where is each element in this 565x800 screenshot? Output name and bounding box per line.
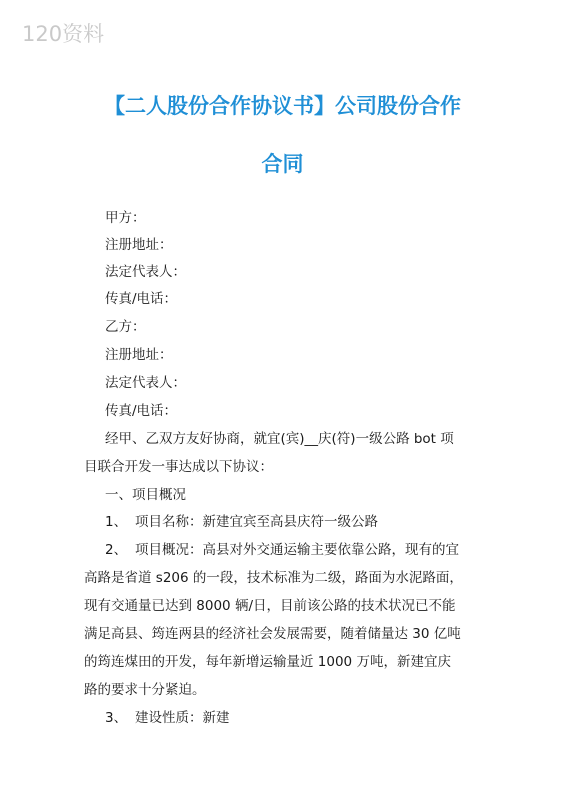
party-b-fax-phone-label: 传真/电话： — [105, 403, 178, 419]
overview-line: 现有交通量已达到 8000 辆/日，目前该公路的技术状况已不能 — [84, 598, 456, 614]
party-a-address-label: 注册地址： — [105, 237, 173, 253]
list-item-text: 项目名称：新建宜宾至高县庆符一级公路 — [135, 514, 378, 530]
list-item-text: 项目概况：高县对外交通运输主要依靠公路，现有的宜 — [135, 542, 459, 558]
list-item-project-name — [105, 513, 378, 531]
list-item-number: 2、 — [105, 542, 128, 558]
list-item-number: 3、 — [105, 710, 128, 726]
list-item-text: 建设性质：新建 — [135, 710, 230, 726]
overview-line: 高路是省道 s206 的一段，技术标准为二级，路面为水泥路面， — [84, 570, 463, 586]
list-item-project-overview — [105, 541, 459, 559]
overview-line: 满足高县、筠连两县的经济社会发展需要，随着储量达 30 亿吨 — [84, 626, 461, 642]
overview-line: 的筠连煤田的开发，每年新增运输量近 1000 万吨，新建宜庆 — [84, 654, 451, 670]
intro-paragraph-line2: 目联合开发一事达成以下协议： — [84, 459, 273, 475]
party-b-representative-label: 法定代表人： — [105, 375, 186, 391]
party-a-fax-phone-label: 传真/电话： — [105, 291, 178, 307]
party-b-address-label: 注册地址： — [105, 347, 173, 363]
overview-line: 路的要求十分紧迫。 — [84, 682, 206, 698]
document-title-line1: 【二人股份合作协议书】公司股份合作 — [104, 94, 461, 118]
section-heading: 一、项目概况 — [105, 487, 186, 503]
party-b-label: 乙方： — [105, 319, 146, 335]
intro-paragraph-line1: 经甲、乙双方友好协商，就宜(宾)__庆(符)一级公路 bot 项 — [105, 431, 454, 447]
watermark-logo: 120资料 — [22, 22, 105, 46]
party-a-representative-label: 法定代表人： — [105, 264, 186, 280]
list-item-number: 1、 — [105, 514, 128, 530]
document-title-line2: 合同 — [261, 152, 304, 176]
party-a-label: 甲方： — [105, 210, 146, 226]
list-item-construction-type — [105, 709, 230, 727]
